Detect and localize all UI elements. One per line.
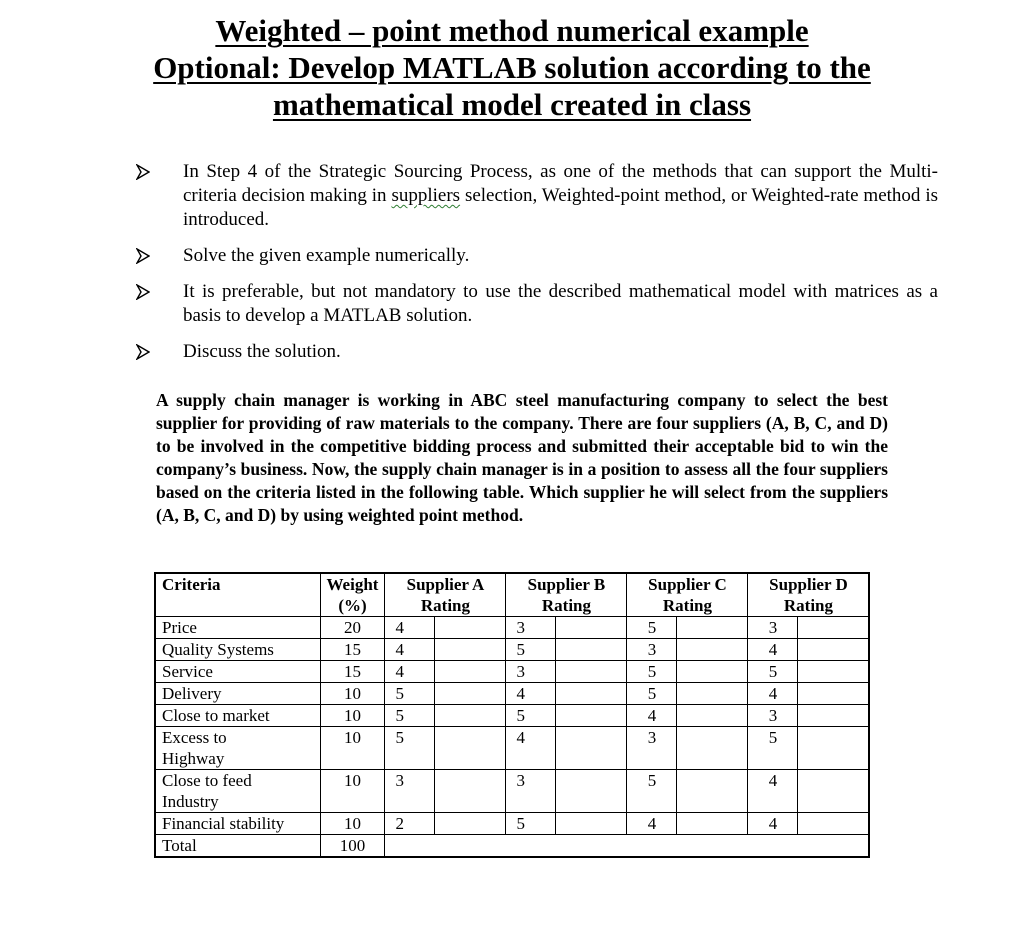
criteria-cell: Total — [155, 835, 320, 858]
rating-a-cell: 5 — [385, 683, 435, 705]
rating-b-cell: 4 — [506, 727, 556, 770]
rating-label: Rating — [662, 596, 713, 615]
rating-d-cell: 5 — [748, 661, 798, 683]
table-row — [155, 727, 869, 770]
bullet-1-prefix: In Step 4 of the Strategic Sourcing Process, as one of the methods that can support the Multi-criteria decision making in — [183, 161, 938, 206]
weight-cell: 10 — [320, 813, 385, 835]
weight-cell: 20 — [320, 617, 385, 639]
arrow-bullet-icon — [136, 284, 150, 300]
criteria-line1: Close to feed — [162, 771, 252, 790]
blank-cell — [435, 770, 506, 813]
weight-total-cell: 100 — [320, 835, 385, 858]
rating-b-cell: 3 — [506, 661, 556, 683]
weight-cell: 10 — [320, 705, 385, 727]
blank-cell — [798, 813, 870, 835]
blank-cell — [798, 770, 870, 813]
rating-c-cell: 3 — [627, 639, 677, 661]
criteria-cell: Close to market — [155, 705, 320, 727]
blank-cell — [435, 683, 506, 705]
problem-statement: A supply chain manager is working in ABC steel manufacturing company to select the best supplier for providing of raw materials to the company. There are four suppliers (A, B, C, and D) to be involved in the competitive bidding process and submitted their acceptable bid to win the company’s business. Now, the supply chain manager is in a position to assess all the four suppliers based on the criteria listed in the following table. Which supplier he will select from the suppliers (A, B, C, and D) by using weighted point method. — [156, 390, 888, 525]
blank-cell — [556, 813, 627, 835]
criteria-table — [154, 572, 870, 858]
blank-cell — [556, 661, 627, 683]
blank-cell — [677, 617, 748, 639]
table-row — [155, 617, 869, 639]
weight-header-line2: (%) — [338, 596, 367, 615]
rating-c-cell: 5 — [627, 617, 677, 639]
blank-cell — [798, 683, 870, 705]
rating-label: Rating — [420, 596, 471, 615]
criteria-line2: Highway — [162, 749, 225, 768]
title-line-3: mathematical model created in class — [272, 87, 752, 122]
criteria-cell: Quality Systems — [155, 639, 320, 661]
rating-b-cell: 4 — [506, 683, 556, 705]
table-row — [155, 661, 869, 683]
blank-cell — [677, 727, 748, 770]
rating-b-cell: 3 — [506, 617, 556, 639]
criteria-cell: Delivery — [155, 683, 320, 705]
document-title — [0, 12, 1024, 123]
criteria-line1: Excess to — [162, 728, 227, 747]
table-total-row — [155, 835, 869, 858]
supplier-d-header — [748, 573, 870, 617]
rating-d-cell: 4 — [748, 813, 798, 835]
rating-a-cell: 4 — [385, 661, 435, 683]
table-row — [155, 639, 869, 661]
bullet-3-text: It is preferable, but not mandatory to use the described mathematical model with matrices as a basis to develop a MATLAB solution. — [183, 281, 938, 326]
criteria-line2: Industry — [162, 792, 219, 811]
blank-cell — [556, 727, 627, 770]
blank-cell — [435, 661, 506, 683]
table-row — [155, 705, 869, 727]
supplier-b-label: Supplier B — [527, 575, 606, 594]
criteria-cell: Service — [155, 661, 320, 683]
supplier-d-label: Supplier D — [769, 575, 848, 594]
blank-cell — [798, 661, 870, 683]
list-item — [136, 160, 938, 232]
bullet-4-text: Discuss the solution. — [183, 341, 341, 362]
blank-cell — [435, 617, 506, 639]
rating-c-cell: 5 — [627, 683, 677, 705]
rating-label: Rating — [783, 596, 834, 615]
list-item — [136, 280, 938, 328]
rating-d-cell: 5 — [748, 727, 798, 770]
blank-cell — [556, 770, 627, 813]
rating-d-cell: 4 — [748, 770, 798, 813]
rating-c-cell: 4 — [627, 813, 677, 835]
list-item — [136, 340, 938, 364]
blank-cell — [798, 705, 870, 727]
supplier-c-label: Supplier C — [648, 575, 727, 594]
criteria-cell — [155, 727, 320, 770]
bullet-1-suffix: selection, Weighted-point method, or Weighted-rate method is introduced. — [183, 185, 938, 230]
blank-cell — [677, 661, 748, 683]
rating-label: Rating — [541, 596, 592, 615]
blank-cell — [435, 727, 506, 770]
criteria-cell — [155, 770, 320, 813]
rating-a-cell: 4 — [385, 639, 435, 661]
blank-cell — [798, 639, 870, 661]
rating-a-cell: 5 — [385, 705, 435, 727]
table-header-row — [155, 573, 869, 617]
instruction-list — [136, 160, 938, 376]
supplier-b-header — [506, 573, 627, 617]
rating-d-cell: 4 — [748, 639, 798, 661]
blank-cell — [556, 683, 627, 705]
criteria-cell: Financial stability — [155, 813, 320, 835]
spellcheck-word: suppliers — [391, 185, 461, 206]
list-item — [136, 244, 938, 268]
weight-header-line1: Weight — [326, 575, 379, 594]
supplier-c-header — [627, 573, 748, 617]
arrow-bullet-icon — [136, 164, 150, 180]
rating-b-cell: 5 — [506, 705, 556, 727]
weight-cell: 10 — [320, 683, 385, 705]
blank-cell — [677, 770, 748, 813]
rating-c-cell: 4 — [627, 705, 677, 727]
rating-d-cell: 4 — [748, 683, 798, 705]
rating-b-cell: 5 — [506, 639, 556, 661]
rating-a-cell: 5 — [385, 727, 435, 770]
blank-cell — [556, 705, 627, 727]
rating-a-cell: 3 — [385, 770, 435, 813]
blank-cell — [435, 639, 506, 661]
criteria-header: Criteria — [155, 573, 320, 617]
supplier-a-header — [385, 573, 506, 617]
weight-header — [320, 573, 385, 617]
table-row — [155, 770, 869, 813]
arrow-bullet-icon — [136, 344, 150, 360]
bullet-2-text: Solve the given example numerically. — [183, 245, 470, 266]
rating-a-cell: 2 — [385, 813, 435, 835]
blank-cell — [677, 683, 748, 705]
blank-cell — [556, 617, 627, 639]
blank-cell — [677, 639, 748, 661]
blank-cell — [798, 617, 870, 639]
blank-cell — [435, 705, 506, 727]
rating-d-cell: 3 — [748, 705, 798, 727]
rating-c-cell: 5 — [627, 770, 677, 813]
supplier-a-label: Supplier A — [406, 575, 485, 594]
rating-d-cell: 3 — [748, 617, 798, 639]
arrow-bullet-icon — [136, 248, 150, 264]
weight-cell: 10 — [320, 770, 385, 813]
rating-a-cell: 4 — [385, 617, 435, 639]
weight-cell: 10 — [320, 727, 385, 770]
rating-c-cell: 3 — [627, 727, 677, 770]
blank-cell — [556, 639, 627, 661]
weight-cell: 15 — [320, 639, 385, 661]
blank-cell — [435, 813, 506, 835]
table-row — [155, 813, 869, 835]
title-line-1: Weighted – point method numerical example — [215, 13, 809, 48]
blank-cell — [677, 813, 748, 835]
rating-c-cell: 5 — [627, 661, 677, 683]
criteria-cell: Price — [155, 617, 320, 639]
table-row — [155, 683, 869, 705]
blank-cell — [798, 727, 870, 770]
weight-cell: 15 — [320, 661, 385, 683]
rating-b-cell: 3 — [506, 770, 556, 813]
rating-b-cell: 5 — [506, 813, 556, 835]
blank-cell — [677, 705, 748, 727]
title-line-2: Optional: Develop MATLAB solution according to the — [153, 50, 871, 85]
